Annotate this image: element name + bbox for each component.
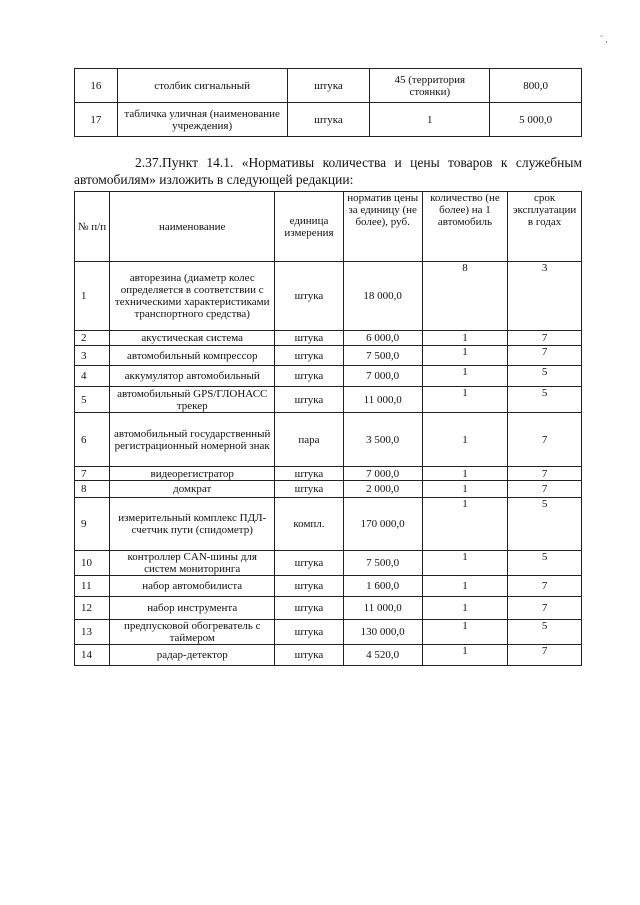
table-cell: 130 000,0 [343, 620, 422, 645]
table-row [75, 597, 582, 620]
table-cell: 14 [75, 645, 110, 666]
table-cell: аккумулятор автомобильный [110, 366, 275, 387]
table-cell: 7 000,0 [343, 467, 422, 481]
table-cell: 3 500,0 [343, 413, 422, 467]
table-cell: 9 [75, 498, 110, 551]
table-cell: 7 [508, 467, 582, 481]
table-cell: набор инструмента [110, 597, 275, 620]
table-cell: радар-детектор [110, 645, 275, 666]
header-cell: наименование [110, 192, 275, 262]
table-cell: 2 000,0 [343, 481, 422, 498]
table-cell: автомобильный компрессор [110, 346, 275, 366]
table-cell: штука [275, 467, 343, 481]
table-cell: 2 [75, 331, 110, 346]
table-cell: 1 [422, 413, 507, 467]
table-cell: 5 [508, 551, 582, 576]
table-cell: авторезина (диаметр колес определяется в соответствии с техническими характеристиками транспортного средства) [110, 262, 275, 331]
table-cell: 1 [422, 467, 507, 481]
table-cell: 1 [422, 597, 507, 620]
table-cell: автомобильный государственный регистрационный номерной знак [110, 413, 275, 467]
table-cell: 5 [508, 620, 582, 645]
table-cell: 5 [508, 366, 582, 387]
table-cell: контроллер CAN-шины для систем мониторинга [110, 551, 275, 576]
table-cell: компл. [275, 498, 343, 551]
table-cell: пара [275, 413, 343, 467]
table-row [75, 498, 582, 551]
table-cell: 7 [508, 346, 582, 366]
header-cell: единица измерения [275, 192, 343, 262]
table-cell: 7 500,0 [343, 346, 422, 366]
table-header-row [75, 192, 582, 262]
table-cell: табличка уличная (наименование учреждения) [117, 103, 287, 137]
table-row [75, 366, 582, 387]
header-cell: норматив цены за единицу (не более), руб. [343, 192, 422, 262]
table-row [75, 467, 582, 481]
table-cell: 1 [422, 346, 507, 366]
table-cell: предпусковой обогреватель с таймером [110, 620, 275, 645]
table-row [75, 620, 582, 645]
table-cell: 1 [422, 576, 507, 597]
table-cell: измерительный комплекс ПДЛ-счетчик пути (спидометр) [110, 498, 275, 551]
table-cell: 1 [422, 366, 507, 387]
table-cell: штука [275, 366, 343, 387]
paragraph-line-2: автомобилям» изложить в следующей редакции: [74, 172, 354, 187]
table-cell: штука [275, 551, 343, 576]
table-cell: штука [275, 346, 343, 366]
table-cell: штука [275, 645, 343, 666]
header-cell: срок эксплуатации в годах [508, 192, 582, 262]
table-cell: 16 [75, 69, 118, 103]
table-cell: штука [275, 576, 343, 597]
table-cell: 6 [75, 413, 110, 467]
table-cell: штука [275, 620, 343, 645]
table-cell: 4 [75, 366, 110, 387]
table-cell: 8 [422, 262, 507, 331]
table-row [75, 69, 582, 103]
table-row [75, 387, 582, 413]
table-cell: 1 [422, 620, 507, 645]
table-cell: 5 [508, 387, 582, 413]
table-cell: 7 [508, 331, 582, 346]
table-cell: штука [275, 597, 343, 620]
table-cell: автомобильный GPS/ГЛОНАСС трекер [110, 387, 275, 413]
table-cell: 13 [75, 620, 110, 645]
table-cell: 800,0 [490, 69, 582, 103]
table-cell: 1 [422, 481, 507, 498]
table-cell: видеорегистратор [110, 467, 275, 481]
table-row [75, 331, 582, 346]
top-table [74, 68, 582, 137]
table-cell: 17 [75, 103, 118, 137]
table-cell: 1 [422, 645, 507, 666]
table-cell: 6 000,0 [343, 331, 422, 346]
table-cell: 1 [75, 262, 110, 331]
table-row [75, 103, 582, 137]
table-cell: штука [287, 69, 370, 103]
header-cell: № п/п [75, 192, 110, 262]
table-cell: штука [287, 103, 370, 137]
table-cell: штука [275, 481, 343, 498]
table-row [75, 346, 582, 366]
table-cell: штука [275, 262, 343, 331]
table-cell: 7 [508, 413, 582, 467]
table-row [75, 645, 582, 666]
table-cell: акустическая система [110, 331, 275, 346]
table-cell: 10 [75, 551, 110, 576]
table-cell: 12 [75, 597, 110, 620]
table-cell: 1 600,0 [343, 576, 422, 597]
table-cell: 18 000,0 [343, 262, 422, 331]
table-cell: 5 000,0 [490, 103, 582, 137]
table-cell: 170 000,0 [343, 498, 422, 551]
table-cell: 1 [422, 387, 507, 413]
table-cell: 45 (территория стоянки) [370, 69, 490, 103]
table-cell: 4 520,0 [343, 645, 422, 666]
table-row [75, 481, 582, 498]
table-cell: 1 [422, 331, 507, 346]
table-cell: 11 000,0 [343, 387, 422, 413]
table-cell: набор автомобилиста [110, 576, 275, 597]
table-cell: 3 [75, 346, 110, 366]
table-cell: домкрат [110, 481, 275, 498]
table-cell: 5 [75, 387, 110, 413]
table-row [75, 576, 582, 597]
table-cell: 7 [508, 481, 582, 498]
table-cell: 7 500,0 [343, 551, 422, 576]
table-cell: 11 000,0 [343, 597, 422, 620]
table-cell: 7 [508, 576, 582, 597]
table-cell: 1 [370, 103, 490, 137]
paragraph-line-1: 2.37.Пункт 14.1. «Нормативы количества и цены товаров к служебным [135, 155, 582, 170]
table-cell: столбик сигнальный [117, 69, 287, 103]
table-row [75, 413, 582, 467]
amendment-paragraph [74, 154, 582, 188]
table-cell: 1 [422, 551, 507, 576]
table-cell: 7 [75, 467, 110, 481]
table-cell: 3 [508, 262, 582, 331]
table-cell: 11 [75, 576, 110, 597]
table-row [75, 551, 582, 576]
table-cell: 5 [508, 498, 582, 551]
table-cell: штука [275, 387, 343, 413]
table-row [75, 262, 582, 331]
table-cell: 1 [422, 498, 507, 551]
table-cell: 8 [75, 481, 110, 498]
table-cell: 7 [508, 597, 582, 620]
scan-mark: ˘ , [600, 34, 608, 44]
norms-table [74, 191, 582, 666]
table-cell: 7 000,0 [343, 366, 422, 387]
table-cell: штука [275, 331, 343, 346]
table-cell: 7 [508, 645, 582, 666]
header-cell: количество (не более) на 1 автомобиль [422, 192, 507, 262]
